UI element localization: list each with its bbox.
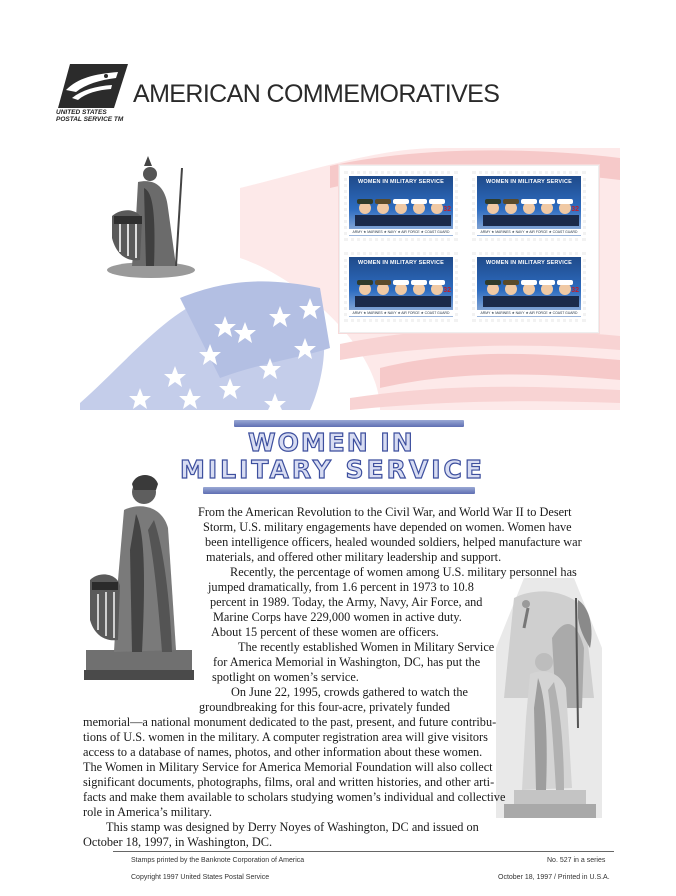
stamp-denomination: 32: [571, 206, 579, 213]
stamp-branches: ARMY ★ MARINES ★ NAVY ★ AIR FORCE ★ COAST GUARD: [477, 310, 581, 316]
heading-rule-top: [234, 420, 464, 427]
body-line: This stamp was designed by Derry Noyes of Washington, DC and issued on: [106, 820, 479, 834]
liberty-with-flags-engraving-icon: [494, 578, 604, 818]
stamp-branches: ARMY ★ MARINES ★ NAVY ★ AIR FORCE ★ COAST GUARD: [349, 310, 453, 316]
heading-line-2: MILITARY SERVICE: [180, 455, 485, 484]
footer-printer: Stamps printed by the Banknote Corporation of America: [131, 857, 305, 864]
stamp: [472, 252, 586, 322]
stamp-branches: ARMY ★ MARINES ★ NAVY ★ AIR FORCE ★ COAST GUARD: [477, 229, 581, 235]
stamp-block: [339, 165, 599, 333]
body-line: From the American Revolution to the Civil War, and World War II to Desert: [198, 505, 572, 519]
stamp: [344, 171, 458, 241]
body-line: significant documents, photographs, films, oral and written histories, and other arti-: [83, 775, 495, 789]
body-line: The recently established Women in Military Service: [238, 640, 495, 654]
seated-liberty-engraving-icon: [84, 470, 194, 680]
stamp-denomination: 32: [571, 287, 579, 294]
stamp-title: WOMEN IN MILITARY SERVICE: [357, 179, 445, 185]
stamp: [344, 252, 458, 322]
body-line: percent in 1989. Today, the Army, Navy, Air Force, and: [210, 595, 483, 609]
body-line: materials, and offered other military leadership and support.: [206, 550, 502, 564]
footer-copyright: Copyright 1997 United States Postal Service: [131, 874, 270, 881]
page-title: AMERICAN COMMEMORATIVES: [133, 80, 500, 108]
body-line: Marine Corps have 229,000 women in active duty.: [213, 610, 462, 624]
heading-rule-bottom: [203, 487, 475, 494]
body-line: access to a database of names, photos, and other information about these women.: [83, 745, 483, 759]
body-line: spotlight on women’s service.: [212, 670, 359, 684]
stamp-title: WOMEN IN MILITARY SERVICE: [357, 260, 445, 266]
stamp-branches: ARMY ★ MARINES ★ NAVY ★ AIR FORCE ★ COAST GUARD: [349, 229, 453, 235]
usps-wordmark-line: UNITED STATES: [56, 109, 107, 116]
columbia-engraving-icon: [96, 148, 196, 278]
servicewomen-portrait-icon: [353, 188, 453, 226]
body-line: October 18, 1997, in Washington, DC.: [83, 835, 273, 849]
footer-series: No. 527 in a series: [547, 857, 606, 864]
stamp-title: WOMEN IN MILITARY SERVICE: [485, 260, 573, 266]
usps-wordmark: [56, 109, 136, 123]
body-line: Storm, U.S. military engagements have depended on women. Women have: [203, 520, 572, 534]
usps-wordmark-line: POSTAL SERVICE TM: [56, 116, 124, 123]
body-line: facts and make them available to scholars studying women’s individual and collective: [83, 790, 506, 804]
stamp-denomination: 32: [443, 287, 451, 294]
servicewomen-portrait-icon: [353, 269, 453, 307]
body-line: for America Memorial in Washington, DC, has put the: [213, 655, 481, 669]
servicewomen-portrait-icon: [481, 188, 581, 226]
body-line: memorial—a national monument dedicated to the past, present, and future contribu-: [83, 715, 497, 729]
body-line: role in America’s military.: [83, 805, 212, 819]
stamp-denomination: 32: [443, 206, 451, 213]
body-line: jumped dramatically, from 1.6 percent in 1973 to 10.8: [208, 580, 474, 594]
stamp-title: WOMEN IN MILITARY SERVICE: [485, 179, 573, 185]
servicewomen-portrait-icon: [481, 269, 581, 307]
body-line: On June 22, 1995, crowds gathered to watch the: [231, 685, 468, 699]
body-line: groundbreaking for this four-acre, privately funded: [199, 700, 451, 714]
body-line: tions of U.S. women in the military. A computer registration area will give visitors: [83, 730, 488, 744]
body-line: been intelligence officers, healed wounded soldiers, helped manufacture war: [205, 535, 582, 549]
body-line: About 15 percent of these women are officers.: [211, 625, 439, 639]
body-line: The Women in Military Service for America Memorial Foundation will also collect: [83, 760, 493, 774]
usps-eagle-logo-icon: [56, 60, 128, 112]
heading-line-1: WOMEN IN: [248, 428, 415, 457]
body-line: Recently, the percentage of women among U.S. military personnel has: [230, 565, 577, 579]
stamp: [472, 171, 586, 241]
footer-date: October 18, 1997 / Printed in U.S.A.: [498, 874, 610, 881]
footer-rule: [113, 851, 614, 852]
